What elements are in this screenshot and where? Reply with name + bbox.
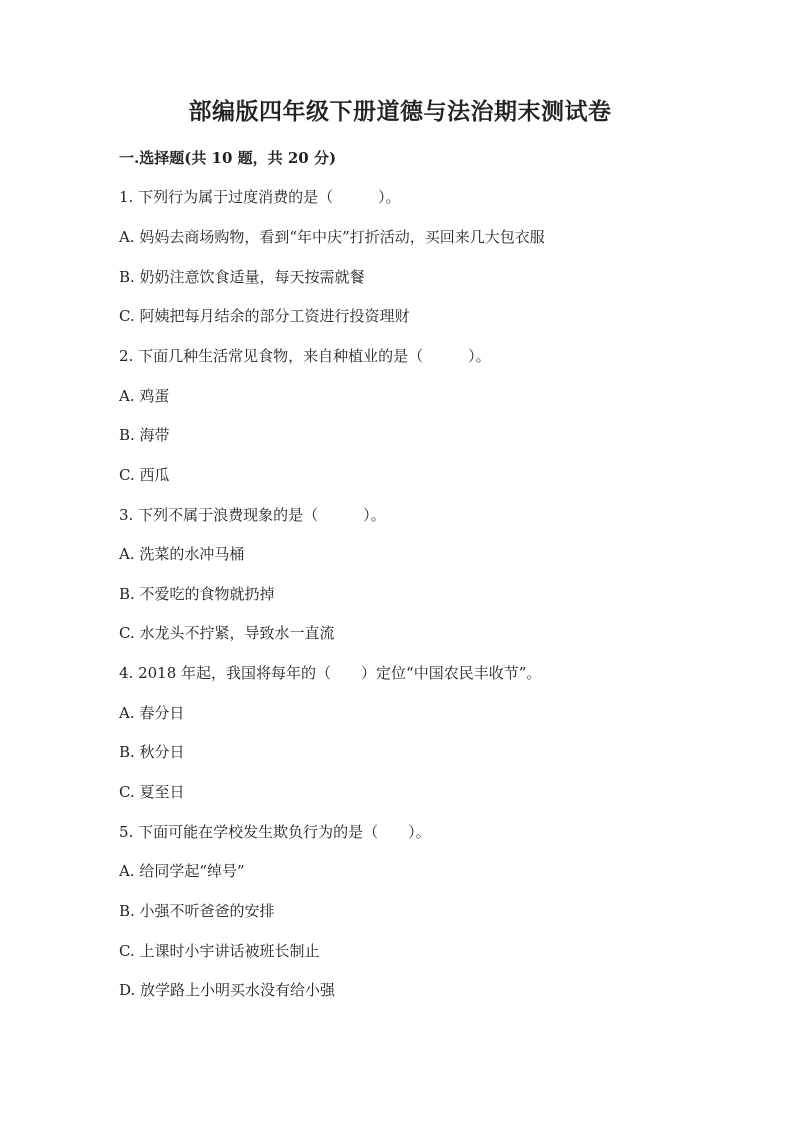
option-a: A. 给同学起“绰号” [119,862,245,880]
section-heading: 一.选择题(共 10 题，共 20 分) [119,149,337,167]
option-b: B. 不爱吃的食物就扔掉 [119,585,275,603]
option-c: C. 上课时小宇讲话被班长制止 [119,942,320,960]
option-b: B. 秋分日 [119,743,185,761]
option-a: A. 鸡蛋 [119,387,170,405]
option-c: C. 夏至日 [119,783,185,801]
question-stem: 5. 下面可能在学校发生欺负行为的是（ ）。 [119,823,431,841]
option-a: A. 妈妈去商场购物，看到“年中庆”打折活动，买回来几大包衣服 [119,228,545,246]
question-stem: 3. 下列不属于浪费现象的是（ ）。 [119,506,386,524]
option-a: A. 洗菜的水冲马桶 [119,545,245,563]
question-stem: 4. 2018 年起，我国将每年的（ ）定位“中国农民丰收节”。 [119,664,542,682]
page-title: 部编版四年级下册道德与法治期末测试卷 [188,98,612,125]
option-b: B. 奶奶注意饮食适量，每天按需就餐 [119,268,365,286]
option-b: B. 小强不听爸爸的安排 [119,902,275,920]
option-a: A. 春分日 [119,704,185,722]
option-c: C. 西瓜 [119,466,170,484]
question-stem: 2. 下面几种生活常见食物，来自种植业的是（ ）。 [119,347,491,365]
option-b: B. 海带 [119,426,170,444]
question-stem: 1. 下列行为属于过度消费的是（ ）。 [119,188,401,206]
option-d: D. 放学路上小明买水没有给小强 [119,981,336,999]
option-c: C. 阿姨把每月结余的部分工资进行投资理财 [119,307,410,325]
option-c: C. 水龙头不拧紧，导致水一直流 [119,624,335,642]
